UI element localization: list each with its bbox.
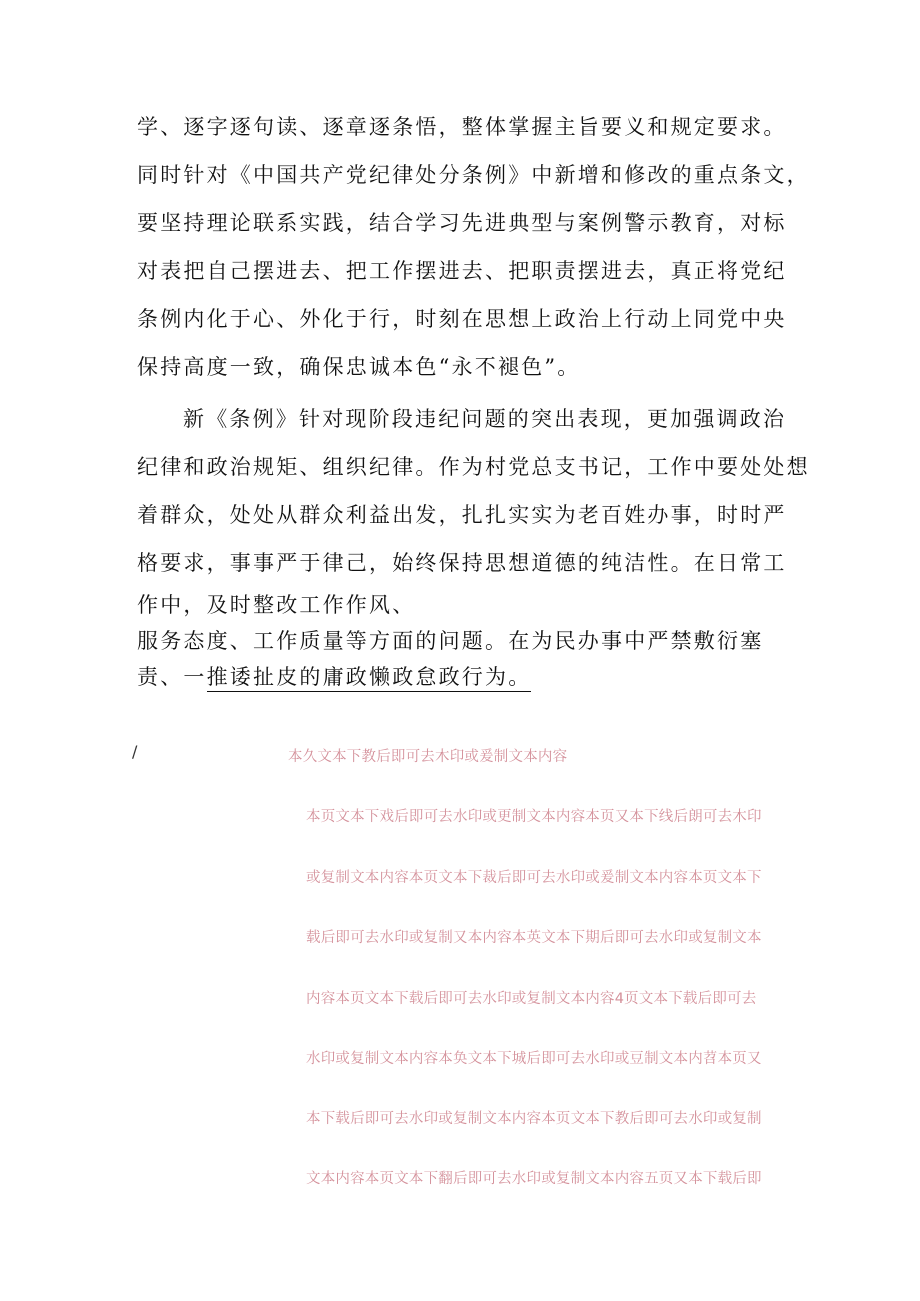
watermark-line-2: 本页文本下戏后即可去水印或更制文本内容本页又本下线后朗可去木印: [306, 809, 762, 825]
watermark-line-1: 本久文本下教后即可去木印或爰制文本内容: [288, 749, 568, 765]
paragraph-1-line-6: 保持高度一致，确保忠诚本色“永不褪色”。: [137, 355, 581, 379]
paragraph-2-line-6: 服务态度、工作质量等方面的问题。在为民办事中严禁敷衍塞: [137, 629, 764, 653]
watermark-line-5: 内容本页文本下载后即可去水印或复制文本内容4页文本下载后即可去: [306, 991, 757, 1007]
paragraph-1: [137, 103, 810, 391]
watermark-line-3: 或复制文本内容本页文本下裁后即可去水印或爰制文本内容本页文本下: [306, 870, 762, 886]
paragraph-1-line-4: 对表把自己摆进去、把工作摆进去、把职责摆进去，真正将党纪: [137, 259, 787, 283]
paragraph-2-line-3: 着群众，处处从群众利益出发，扎扎实实为老百姓办事，时时严: [137, 503, 787, 527]
slash-mark: /: [132, 742, 138, 761]
watermark-line-6: 水印或复制文本内容本奂文本下城后即可去水印或豆制文本内苕本页又: [306, 1051, 762, 1067]
paragraph-1-line-1: 学、逐字逐句读、逐章逐条悟，整体掌握主旨要义和规定要求。: [137, 115, 787, 139]
watermark-line-7: 本下载后即可去水印或复制文本内容本页文本下教后即可去水印或复制: [306, 1111, 762, 1127]
paragraph-1-line-3: 要坚持理论联系实践，结合学习先进典型与案例警示教育，对标: [137, 211, 787, 235]
watermark-line-8: 文本内容本页文本下翻后即可去水印或复制文本内容五页又本下载后即: [306, 1171, 762, 1187]
last-line-prefix: 责、一: [137, 665, 207, 689]
paragraph-1-line-5: 条例内化于心、外化于行，时刻在思想上政治上行动上同党中央: [137, 307, 787, 331]
paragraph-2-line-2: 纪律和政治规矩、组织纪律。作为村党总支书记，工作中要处处想: [137, 455, 810, 479]
paragraph-2: [137, 395, 810, 695]
paragraph-2-line-7: [137, 659, 797, 695]
paragraph-2-line-1: 新《条例》针对现阶段违纪问题的突出表现，更加强调政治: [183, 407, 787, 431]
underlined-text: 推诿扯皮的庸政懒政怠政行为。: [207, 665, 532, 692]
paragraph-1-line-2: 同时针对《中国共产党纪律处分条例》中新增和修改的重点条文，: [137, 163, 810, 187]
watermark-line-4: 载后即可去水印或复制又本内容本英文本下期后即可去水印或复制文本: [306, 930, 762, 946]
paragraph-2-line-5: 作中，及时整改工作作风、: [137, 593, 416, 617]
paragraph-2-line-4: 格要求，事事严于律己，始终保持思想道德的纯洁性。在日常工: [137, 551, 787, 575]
